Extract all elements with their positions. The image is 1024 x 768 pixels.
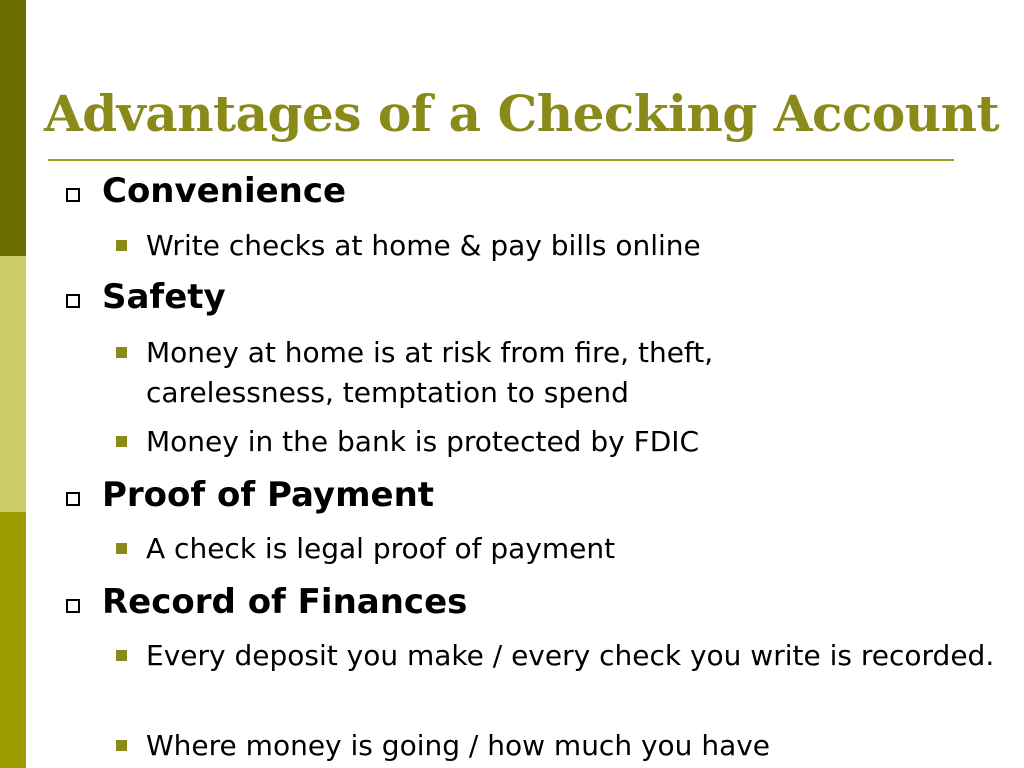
filled-square-bullet-icon <box>116 543 127 554</box>
hollow-square-bullet-icon <box>66 294 80 308</box>
hollow-square-bullet-icon <box>66 492 80 506</box>
hollow-square-bullet-icon <box>66 599 80 613</box>
section-heading-safety: Safety <box>102 277 226 317</box>
slide-title: Advantages of a Checking Account <box>44 84 1000 143</box>
section-heading-record-of-finances: Record of Finances <box>102 582 468 622</box>
bullet-item: Where money is going / how much you have <box>146 729 771 762</box>
section-heading-proof-of-payment: Proof of Payment <box>102 475 435 515</box>
bullet-item: Every deposit you make / every check you write is recorded. <box>146 639 995 672</box>
bullet-item: A check is legal proof of payment <box>146 532 616 565</box>
bullet-item: Money at home is at risk from fire, theft, carelessness, temptation to spend <box>146 336 714 409</box>
section-heading-convenience: Convenience <box>102 171 347 211</box>
filled-square-bullet-icon <box>116 740 127 751</box>
bullet-item: Write checks at home & pay bills online <box>146 229 701 262</box>
filled-square-bullet-icon <box>116 436 127 447</box>
bullet-item: Money in the bank is protected by FDIC <box>146 425 700 458</box>
filled-square-bullet-icon <box>116 347 127 358</box>
hollow-square-bullet-icon <box>66 188 80 202</box>
filled-square-bullet-icon <box>116 650 127 661</box>
filled-square-bullet-icon <box>116 240 127 251</box>
